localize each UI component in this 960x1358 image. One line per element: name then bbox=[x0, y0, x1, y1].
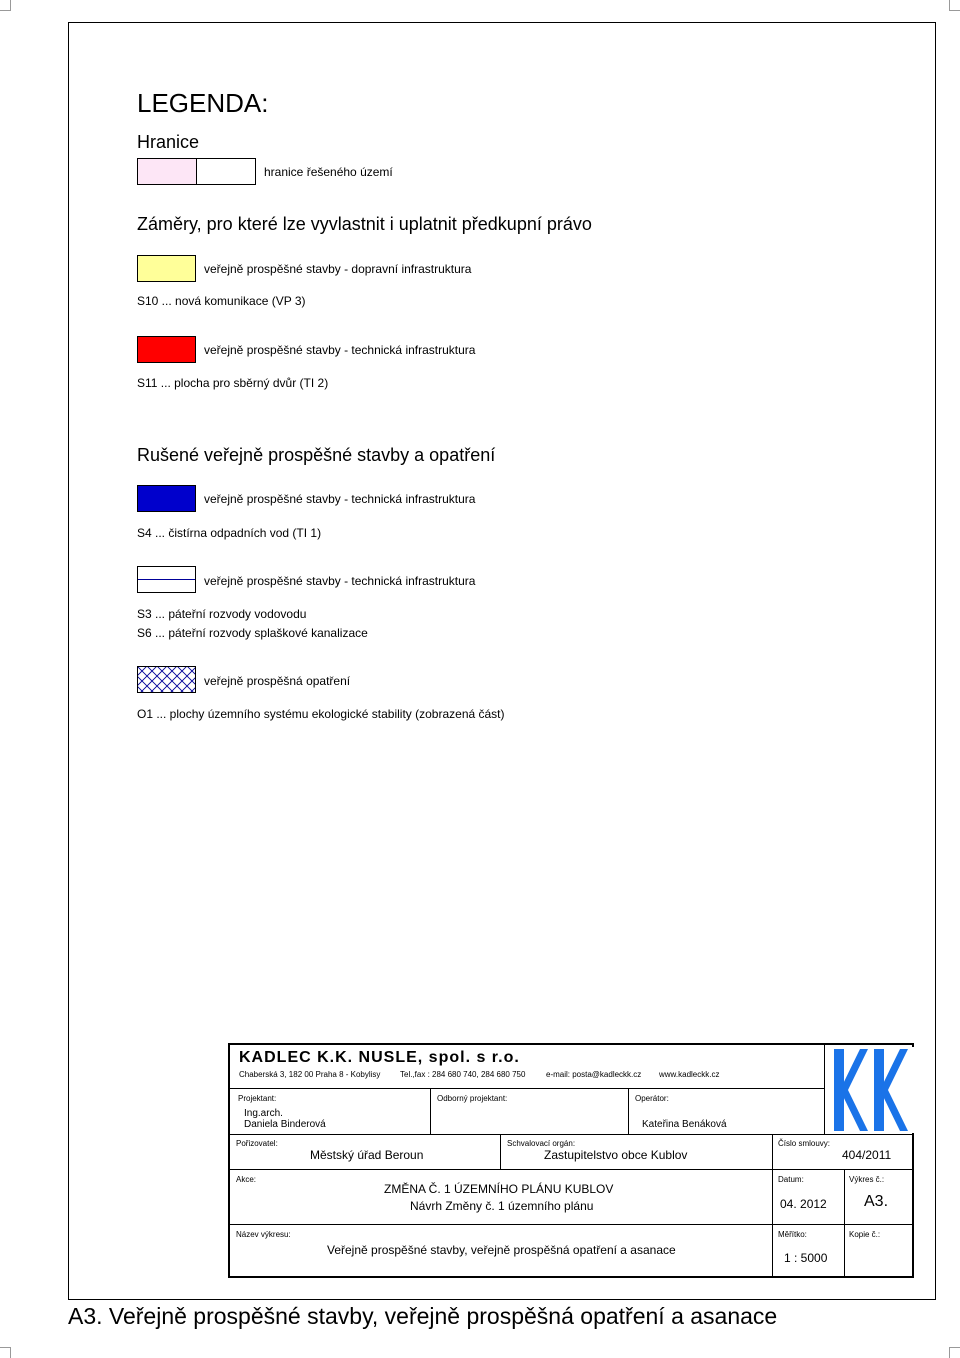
legend-swatch-hatched bbox=[137, 666, 196, 693]
legend-swatch-technical-blue bbox=[137, 485, 196, 512]
legend-note-s11: S11 ... plocha pro sběrný dvůr (TI 2) bbox=[137, 376, 329, 390]
projektant-line2: Daniela Binderová bbox=[244, 1119, 326, 1130]
porizovatel-label: Pořizovatel: bbox=[236, 1139, 278, 1148]
legend-label-pipeline: veřejně prospěšné stavby - technická infrastruktura bbox=[204, 574, 476, 588]
legend-swatch-pipeline bbox=[137, 566, 196, 593]
operator-label: Operátor: bbox=[635, 1094, 669, 1103]
akce-line2: Návrh Změny č. 1 územního plánu bbox=[410, 1199, 594, 1213]
smlouva-value: 404/2011 bbox=[842, 1148, 892, 1162]
company-tel: Tel.,fax : 284 680 740, 284 680 750 bbox=[400, 1070, 526, 1079]
company-name: KADLEC K.K. NUSLE, spol. s r.o. bbox=[239, 1049, 520, 1066]
kopie-label: Kopie č.: bbox=[849, 1230, 881, 1239]
odborny-label: Odborný projektant: bbox=[437, 1094, 508, 1103]
operator-value: Kateřina Benáková bbox=[642, 1119, 727, 1130]
legend-swatch-boundary bbox=[137, 158, 256, 185]
legend-note-s4: S4 ... čistírna odpadních vod (TI 1) bbox=[137, 526, 322, 540]
crop-mark-bottom-right bbox=[949, 1347, 960, 1358]
porizovatel-value: Městský úřad Beroun bbox=[310, 1148, 424, 1162]
section-heading-rusene: Rušené veřejně prospěšné stavby a opatření bbox=[137, 445, 496, 465]
legend-label-measures: veřejně prospěšná opatření bbox=[204, 674, 351, 688]
section-heading-zamery: Záměry, pro které lze vyvlastnit i uplatnit předkupní právo bbox=[137, 214, 592, 234]
legend-note-s3: S3 ... páteřní rozvody vodovodu bbox=[137, 607, 307, 621]
nazev-label: Název výkresu: bbox=[236, 1230, 291, 1239]
crop-mark-top-right bbox=[949, 0, 960, 11]
nazev-value: Veřejně prospěšné stavby, veřejně prospěšná opatření a asanace bbox=[327, 1243, 676, 1257]
crop-mark-bottom-left bbox=[0, 1347, 11, 1358]
company-address: Chaberská 3, 182 00 Praha 8 - Kobylisy bbox=[239, 1070, 381, 1079]
vykres-label: Výkres č.: bbox=[849, 1175, 885, 1184]
akce-label: Akce: bbox=[236, 1175, 257, 1184]
datum-value: 04. 2012 bbox=[780, 1197, 827, 1211]
company-email: e-mail: posta@kadleckk.cz bbox=[546, 1070, 642, 1079]
legend-title: LEGENDA: bbox=[137, 88, 269, 118]
vykres-value: A3. bbox=[864, 1193, 889, 1210]
meritko-value: 1 : 5000 bbox=[784, 1251, 828, 1265]
projektant-line1: Ing.arch. bbox=[244, 1108, 283, 1119]
schvalovaci-value: Zastupitelstvo obce Kublov bbox=[544, 1148, 688, 1162]
datum-label: Datum: bbox=[778, 1175, 804, 1184]
section-heading-hranice: Hranice bbox=[137, 132, 200, 152]
legend-label-transport: veřejně prospěšné stavby - dopravní infrastruktura bbox=[204, 262, 472, 276]
legend-note-s10: S10 ... nová komunikace (VP 3) bbox=[137, 294, 306, 308]
legend-label-technical-blue: veřejně prospěšné stavby - technická infrastruktura bbox=[204, 492, 476, 506]
legend-swatch-technical-red bbox=[137, 336, 196, 363]
legend-note-s6: S6 ... páteřní rozvody splaškové kanalizace bbox=[137, 626, 368, 640]
legend-note-o1: O1 ... plochy územního systému ekologické stability (zobrazená část) bbox=[137, 707, 505, 721]
projektant-label: Projektant: bbox=[238, 1094, 277, 1103]
title-block bbox=[228, 1043, 914, 1278]
meritko-label: Měřítko: bbox=[778, 1230, 807, 1239]
company-logo bbox=[828, 1047, 914, 1133]
legend-label-boundary: hranice řešeného území bbox=[264, 165, 393, 179]
legend-swatch-transport bbox=[137, 255, 196, 282]
legend-label-technical-red: veřejně prospěšné stavby - technická infrastruktura bbox=[204, 343, 476, 357]
schvalovaci-label: Schvalovací orgán: bbox=[507, 1139, 576, 1148]
akce-line1: ZMĚNA Č. 1 ÚZEMNÍHO PLÁNU KUBLOV bbox=[384, 1182, 614, 1196]
smlouva-label: Číslo smlouvy: bbox=[778, 1139, 831, 1148]
crop-mark-top-left bbox=[0, 0, 11, 11]
company-web: www.kadleckk.cz bbox=[659, 1070, 720, 1079]
drawing-caption: A3. Veřejně prospěšné stavby, veřejně prospěšná opatření a asanace bbox=[68, 1303, 778, 1329]
